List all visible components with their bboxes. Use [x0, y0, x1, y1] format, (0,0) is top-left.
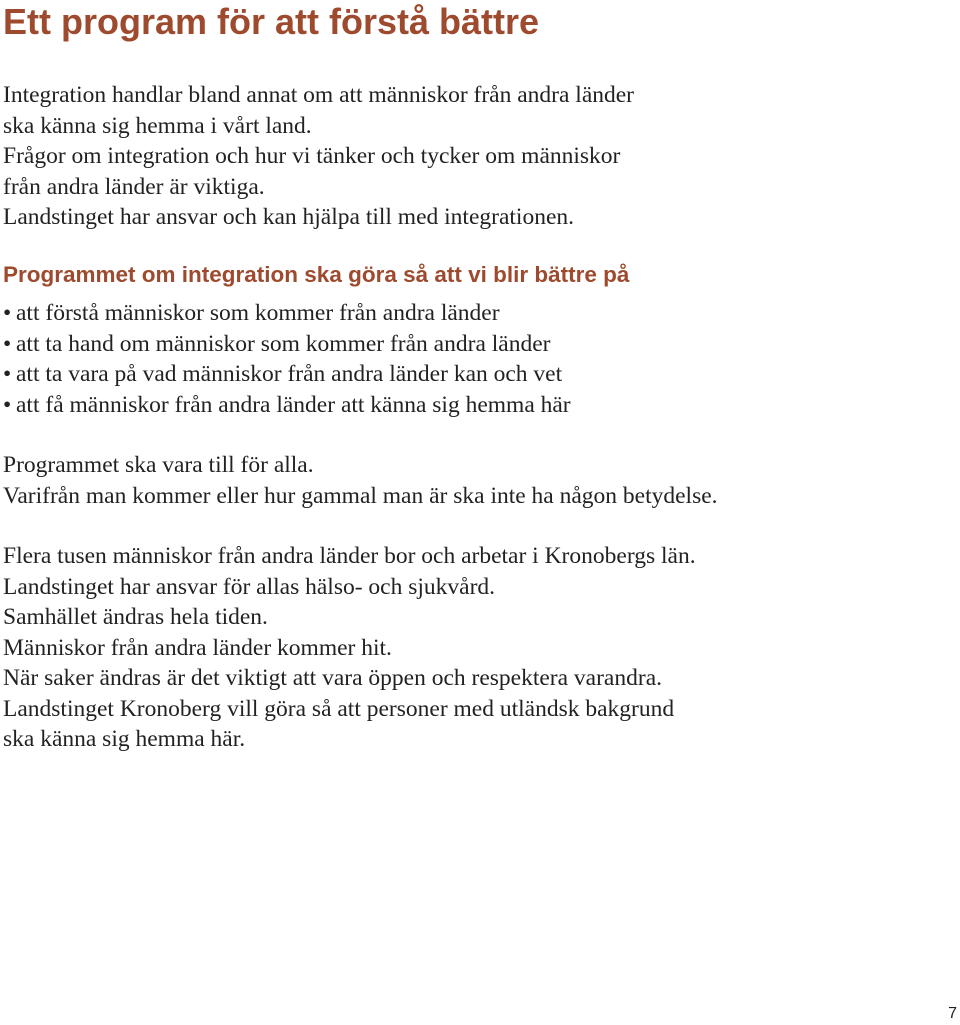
page-number: 7: [948, 1005, 957, 1022]
intro-line: ska känna sig hemma i vårt land.: [3, 112, 312, 139]
paragraph-line: Människor från andra länder kommer hit.: [3, 634, 392, 661]
paragraph-line: Samhället ändras hela tiden.: [3, 604, 268, 630]
intro-paragraph: [3, 80, 634, 233]
list-item: [3, 359, 571, 390]
list-item-text: att ta hand om människor som kommer från andra länder: [16, 330, 551, 357]
list-item-text: att ta vara på vad människor från andra länder kan och vet: [16, 361, 563, 387]
intro-line: Landstinget har ansvar och kan hjälpa till med integrationen.: [3, 204, 574, 230]
list-item-text: att få människor från andra länder att känna sig hemma här: [16, 391, 571, 418]
bullet-icon: •: [3, 361, 12, 387]
paragraph-line: När saker ändras är det viktigt att vara öppen och respektera varandra.: [3, 665, 662, 691]
intro-line: Frågor om integration och hur vi tänker och tycker om människor: [3, 143, 621, 169]
list-item: [3, 298, 571, 329]
section-heading: Programmet om integration ska göra så att vi blir bättre på: [3, 262, 630, 287]
list-item-text: att förstå människor som kommer från andra länder: [16, 300, 500, 326]
paragraph-equality: [3, 450, 718, 511]
bullet-icon: •: [3, 300, 12, 326]
list-item: [3, 329, 571, 360]
paragraph-line: ska känna sig hemma här.: [3, 726, 246, 752]
paragraph-line: Landstinget har ansvar för allas hälso- och sjukvård.: [3, 573, 496, 600]
page-title: Ett program för att förstå bättre: [3, 1, 540, 42]
bullet-list: [3, 298, 571, 420]
list-item: [3, 390, 571, 421]
paragraph-background: [3, 541, 696, 755]
paragraph-line: Programmet ska vara till för alla.: [3, 452, 314, 478]
intro-line: från andra länder är viktiga.: [3, 173, 265, 200]
bullet-icon: •: [3, 330, 12, 357]
paragraph-line: Varifrån man kommer eller hur gammal man är ska inte ha någon betydelse.: [3, 482, 718, 509]
bullet-icon: •: [3, 391, 12, 418]
paragraph-line: Landstinget Kronoberg vill göra så att personer med utländsk bakgrund: [3, 695, 675, 722]
paragraph-line: Flera tusen människor från andra länder bor och arbetar i Kronobergs län.: [3, 543, 696, 569]
intro-line: Integration handlar bland annat om att människor från andra länder: [3, 82, 635, 108]
